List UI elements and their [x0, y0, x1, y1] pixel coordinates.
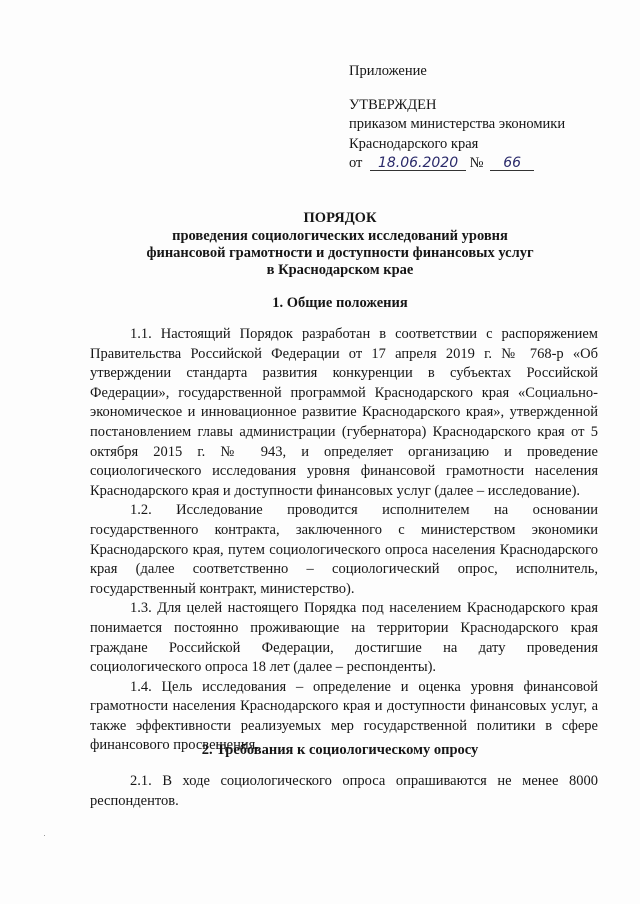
order-line-1: приказом министерства экономики: [349, 116, 566, 132]
paragraph-1-4: 1.4. Цель исследования – определение и оценка уровня финансовой грамотности населения Краснодарского края и доступности финансовых услуг, а также эффективности реализуемых мер государственной политики в сфере финансового просвещения.: [90, 678, 598, 754]
approved-label: УТВЕРЖДЕН: [349, 96, 437, 113]
section-2-heading: 2. Требования к социологическому опросу: [201, 742, 479, 758]
from-label: от: [349, 155, 363, 171]
paragraph-2-1: 2.1. В ходе социологического опроса опрашиваются не менее 8000 респондентов.: [90, 773, 598, 809]
title-line-2: финансовой грамотности и доступности финансовых услуг: [146, 245, 534, 261]
section-1-heading: 1. Общие положения: [272, 295, 408, 311]
appendix-label: Приложение: [349, 63, 427, 79]
section-1-body: [90, 325, 598, 756]
paragraph-1-2: 1.2. Исследование проводится исполнителем на основании государственного контракта, заключенного с министерством экономики Краснодарского края, путем социологического опроса населения Краснодарского края (далее соответственно – социологический опрос, исполнитель, государственный контракт, министерство).: [90, 502, 598, 597]
approval-block: [349, 62, 599, 174]
handwritten-date: 18.06.2020: [370, 156, 466, 171]
title-line-3: в Краснодарском крае: [266, 262, 414, 278]
order-line-2: Краснодарского края: [349, 135, 479, 152]
document-title: [90, 210, 590, 279]
scan-speck: [44, 835, 45, 836]
number-label: №: [469, 155, 484, 171]
title-line-1: проведения социологических исследований уровня: [172, 228, 508, 244]
title-main: ПОРЯДОК: [303, 210, 377, 226]
paragraph-1-1: 1.1. Настоящий Порядок разработан в соответствии с распоряжением Правительства Российской Федерации от 17 апреля 2019 г. № 768-р «Об утверждении стандарта развития конкуренции в субъектах Российской Федерации», государственной программой Краснодарского края «Социально-экономическое и инновационное развитие Краснодарского края», утвержденной постановлением главы администрации (губернатора) Краснодарского края от 5 октября 2015 г. № 943, и определяет организацию и проведение социологического исследования уровня финансовой грамотности населения Краснодарского края и доступности финансовых услуг (далее – исследование).: [90, 326, 598, 499]
handwritten-number: 66: [490, 156, 534, 171]
order-date-number: [349, 154, 599, 174]
section-2-body: [90, 772, 598, 811]
paragraph-1-3: 1.3. Для целей настоящего Порядка под населением Краснодарского края понимается постоянно проживающие на территории Краснодарского края граждане Российской Федерации, достигшие на дату проведения социологического опроса 18 лет (далее – респонденты).: [90, 600, 598, 676]
